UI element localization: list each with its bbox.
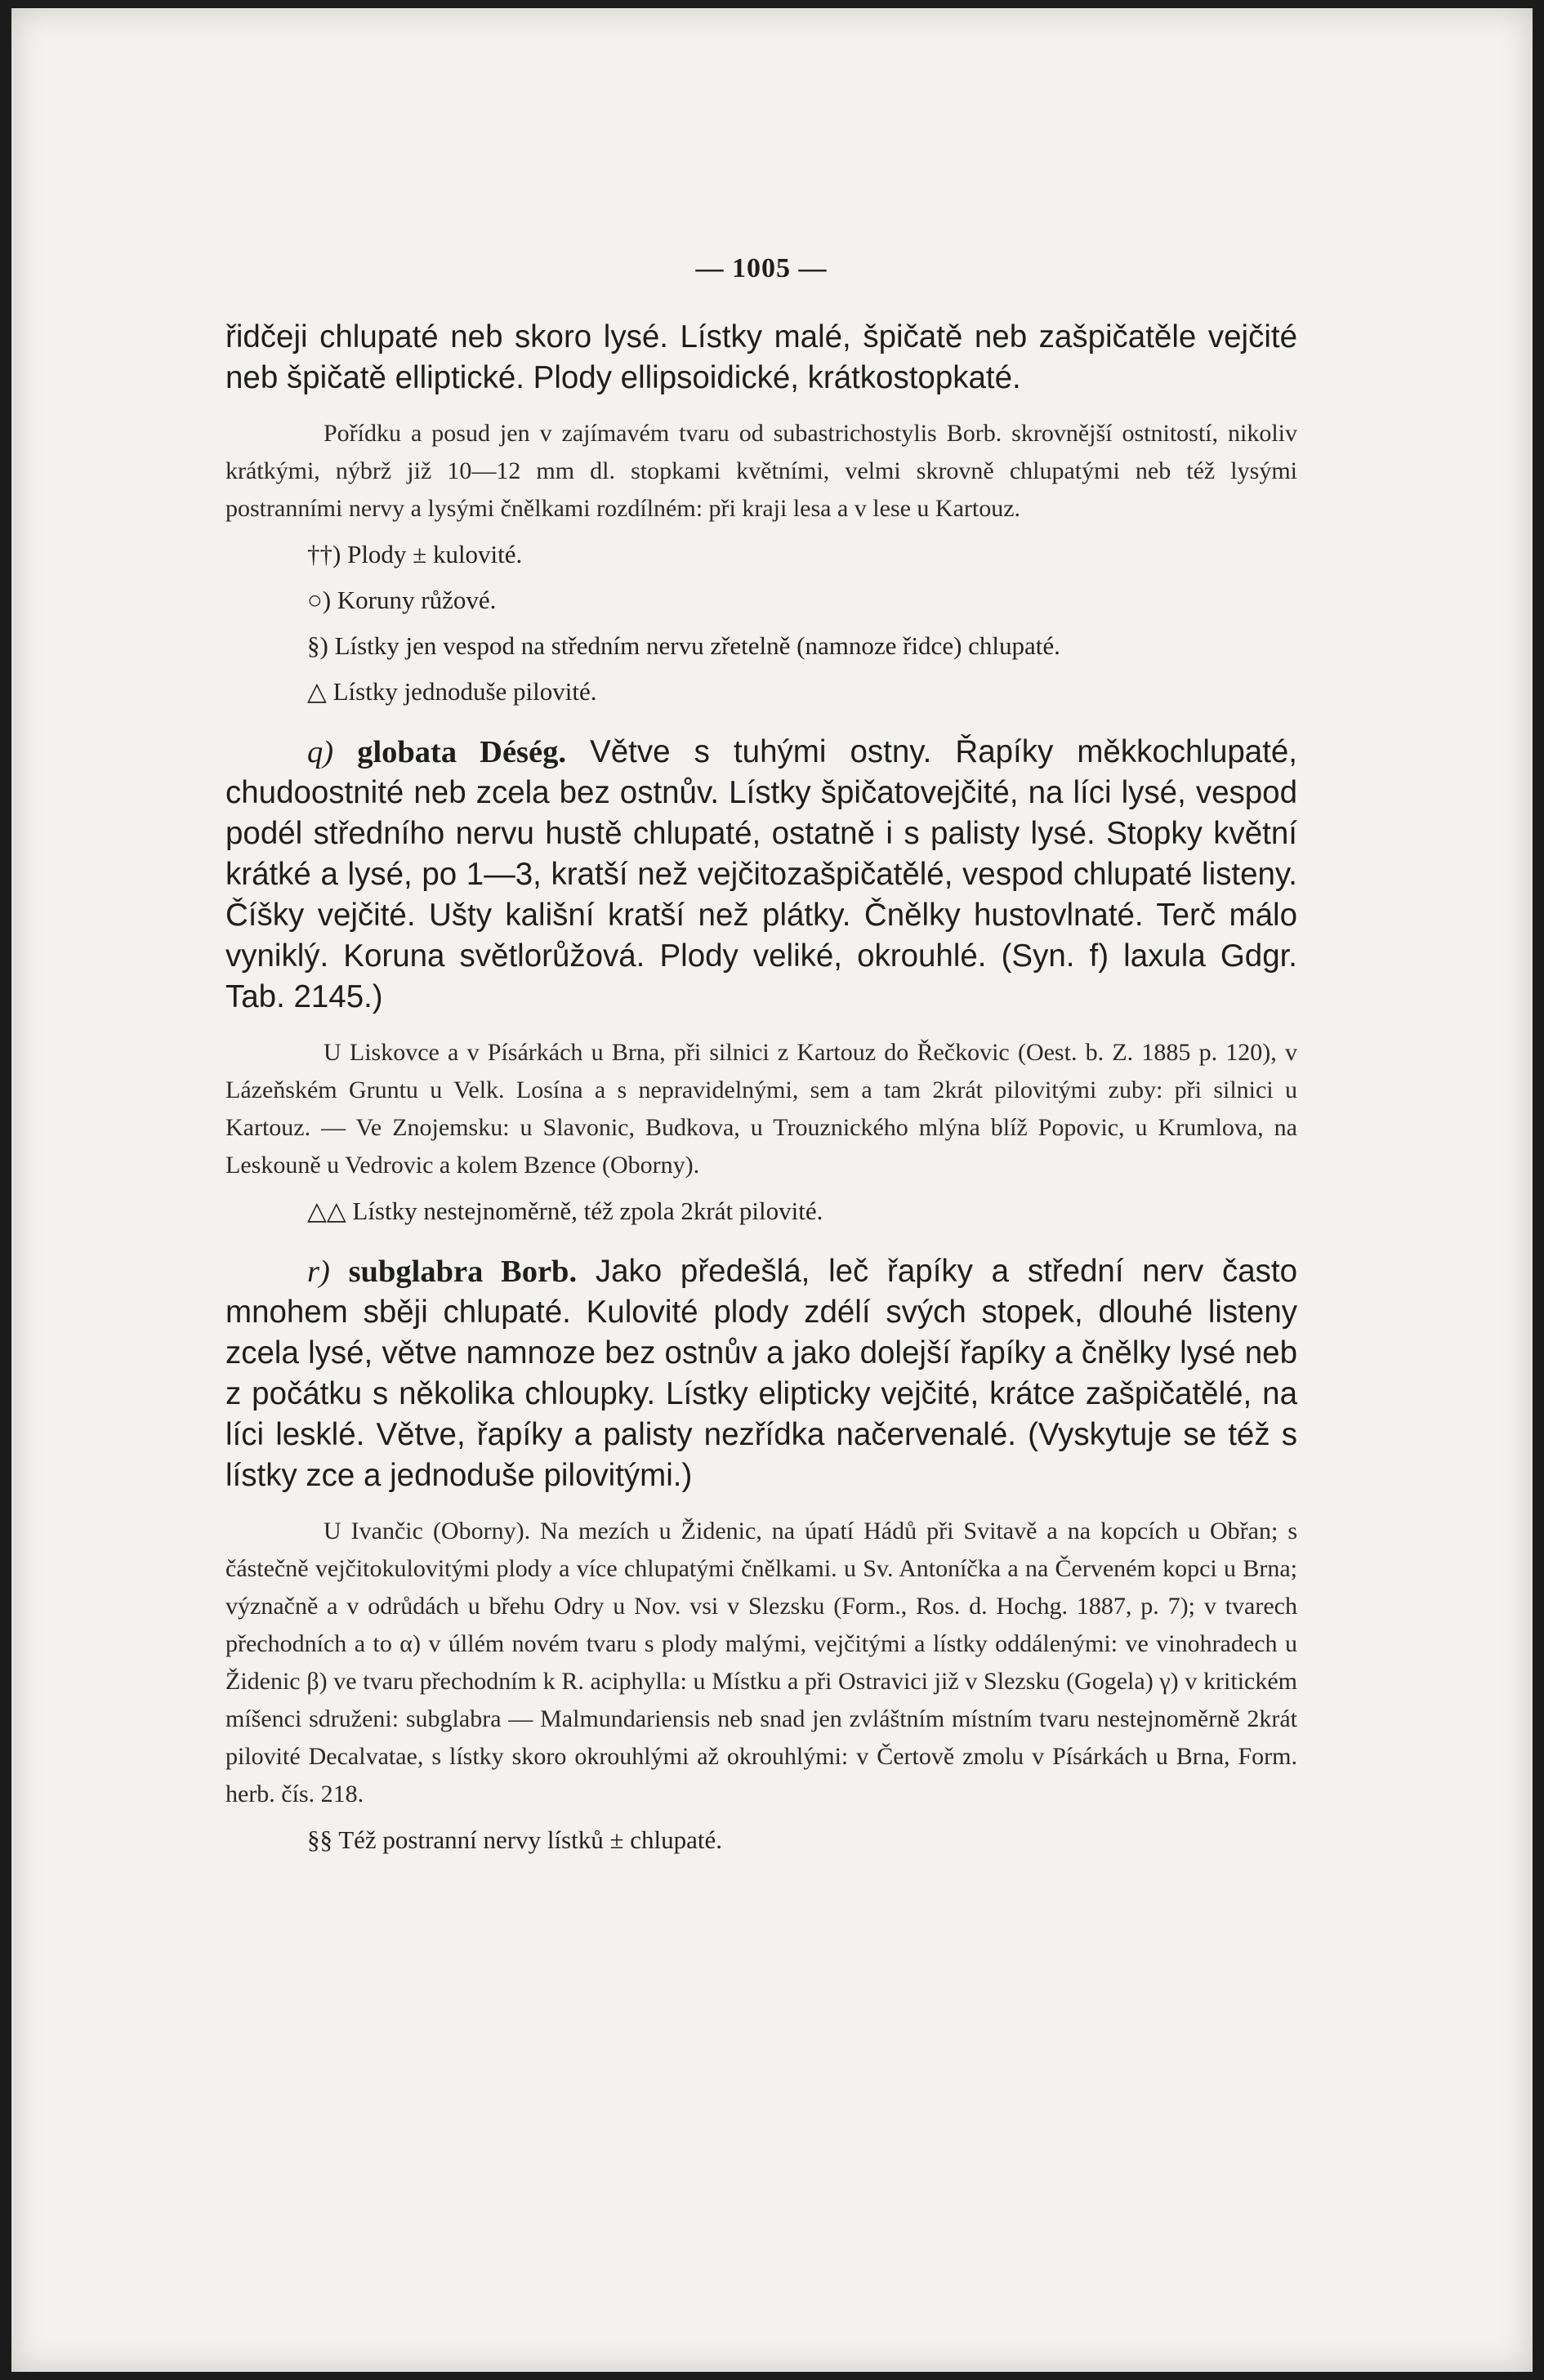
taxon-q-letter: q) bbox=[307, 735, 334, 769]
page-number: — 1005 — bbox=[695, 253, 828, 283]
taxon-q-description bbox=[225, 732, 1297, 1018]
scanned-page bbox=[11, 8, 1533, 2372]
taxon-r-text: Jako předešlá, leč řapíky a střední nerv často mnohem sběji chlupaté. Kulovité plody zdélí svých stopek, dlouhé listeny zcela lysé, větve namnoze bez ostnův a jako dolejší řapíky a čnělky lysé neb z počátku s několika chloupky. Lístky elipticky vejčité, krátce zašpičatělé, na líci lesklé. Větve, řapíky a palisty nezřídka načervenalé. (Vyskytuje se též s lístky zce a jednoduše pilovitými.) bbox=[225, 1254, 1297, 1493]
taxon-r-description bbox=[225, 1251, 1297, 1496]
key-item-fruits-round: ††) Plody ± kulovité. bbox=[307, 540, 523, 568]
note-locality-q: U Liskovce a v Písárkách u Brna, při silnici z Kartouz do Řečkovic (Oest. b. Z. 1885 p. 120), v Lázeňském Gruntu u Velk. Losína a s nepravidelnými, sem a tam 2krát pilovitými zuby: při silnici u Kartouz. — Ve Znojemsku: u Slavonic, Budkova, u Trouznického mlýna blíž Popovic, u Krumlova, na Leskouně u Vedrovic a kolem Bzence (Oborny). bbox=[225, 1039, 1297, 1179]
key-item-lateral-nerves: §§ Též postranní nervy lístků ± chlupaté. bbox=[307, 1825, 723, 1854]
paragraph-continuation: řidčeji chlupaté neb skoro lysé. Lístky malé, špičatě neb zašpičatěle vejčité neb špičatě elliptické. Plody ellipsoidické, krátkostopkaté. bbox=[225, 319, 1297, 395]
taxon-r-name: subglabra Borb. bbox=[348, 1255, 578, 1289]
note-locality-r: U Ivančic (Oborny). Na mezích u Židenic, na úpatí Hádů při Svitavě a na kopcích u Obřan; s částečně vejčitokulovitými plody a více chlupatými čnělkami. u Sv. Antoníčka a na Červeném kopci u Brna; význačně a v odrůdách u břehu Odry u Nov. vsi v Slezsku (Form., Ros. d. Hochg. 1887, p. 7); v tvarech přechodních a to α) v úllém novém tvaru s plody malými, vejčitými a lístky oddálenými: ve vinohradech u Židenic β) ve tvaru přechodním k R. aciphylla: u Místku a při Ostravici již v Slezsku (Gogela) γ) v kritickém míšenci sdruženi: subglabra — Malmundariensis neb snad jen zvláštním místním tvaru nestejnoměrně 2krát pilovité Decalvatae, s lístky skoro okrouhlými až okrouhlými: v Čertově zmolu v Písárkách u Brna, Form. herb. čís. 218. bbox=[225, 1518, 1297, 1807]
key-item-leaflets-midrib: §) Lístky jen vespod na středním nervu zřetelně (namnoze řidce) chlupaté. bbox=[307, 631, 1060, 660]
key-item-leaflets-serrate: △ Lístky jednoduše pilovité. bbox=[307, 677, 597, 706]
taxon-q-text: Větve s tuhými ostny. Řapíky měkkochlupaté, chudoostnité neb zcela bez ostnův. Lístky špičatovejčité, na líci lysé, vespod podél středního nervu hustě chlupaté, ostatně i s palisty lysé. Stopky květní krátké a lysé, po 1—3, kratší než vejčitozašpičatělé, vespod chlupaté listeny. Číšky vejčité. Ušty kališní kratší než plátky. Čnělky hustovlnaté. Terč málo vyniklý. Koruna světlorůžová. Plody veliké, okrouhlé. (Syn. f) laxula Gdgr. Tab. 2145.) bbox=[225, 734, 1297, 1014]
note-locality-1: Pořídku a posud jen v zajímavém tvaru od subastrichostylis Borb. skrovnější ostnitostí, nikoliv krátkými, nýbrž již 10—12 mm dl. stopkami květními, velmi skrovně chlupatými neb též lysými postranními nervy a lysými čnělkami rozdílném: při kraji lesa a v lese u Kartouz. bbox=[225, 420, 1297, 522]
page-text-block bbox=[225, 253, 1297, 1859]
taxon-q-name: globata Déség. bbox=[357, 735, 566, 769]
taxon-r-letter: r) bbox=[307, 1255, 330, 1289]
key-item-corolla-pink: ○) Koruny růžové. bbox=[307, 586, 497, 614]
key-item-leaflets-unequal: △△ Lístky nestejnoměrně, též zpola 2krát pilovité. bbox=[307, 1197, 823, 1225]
